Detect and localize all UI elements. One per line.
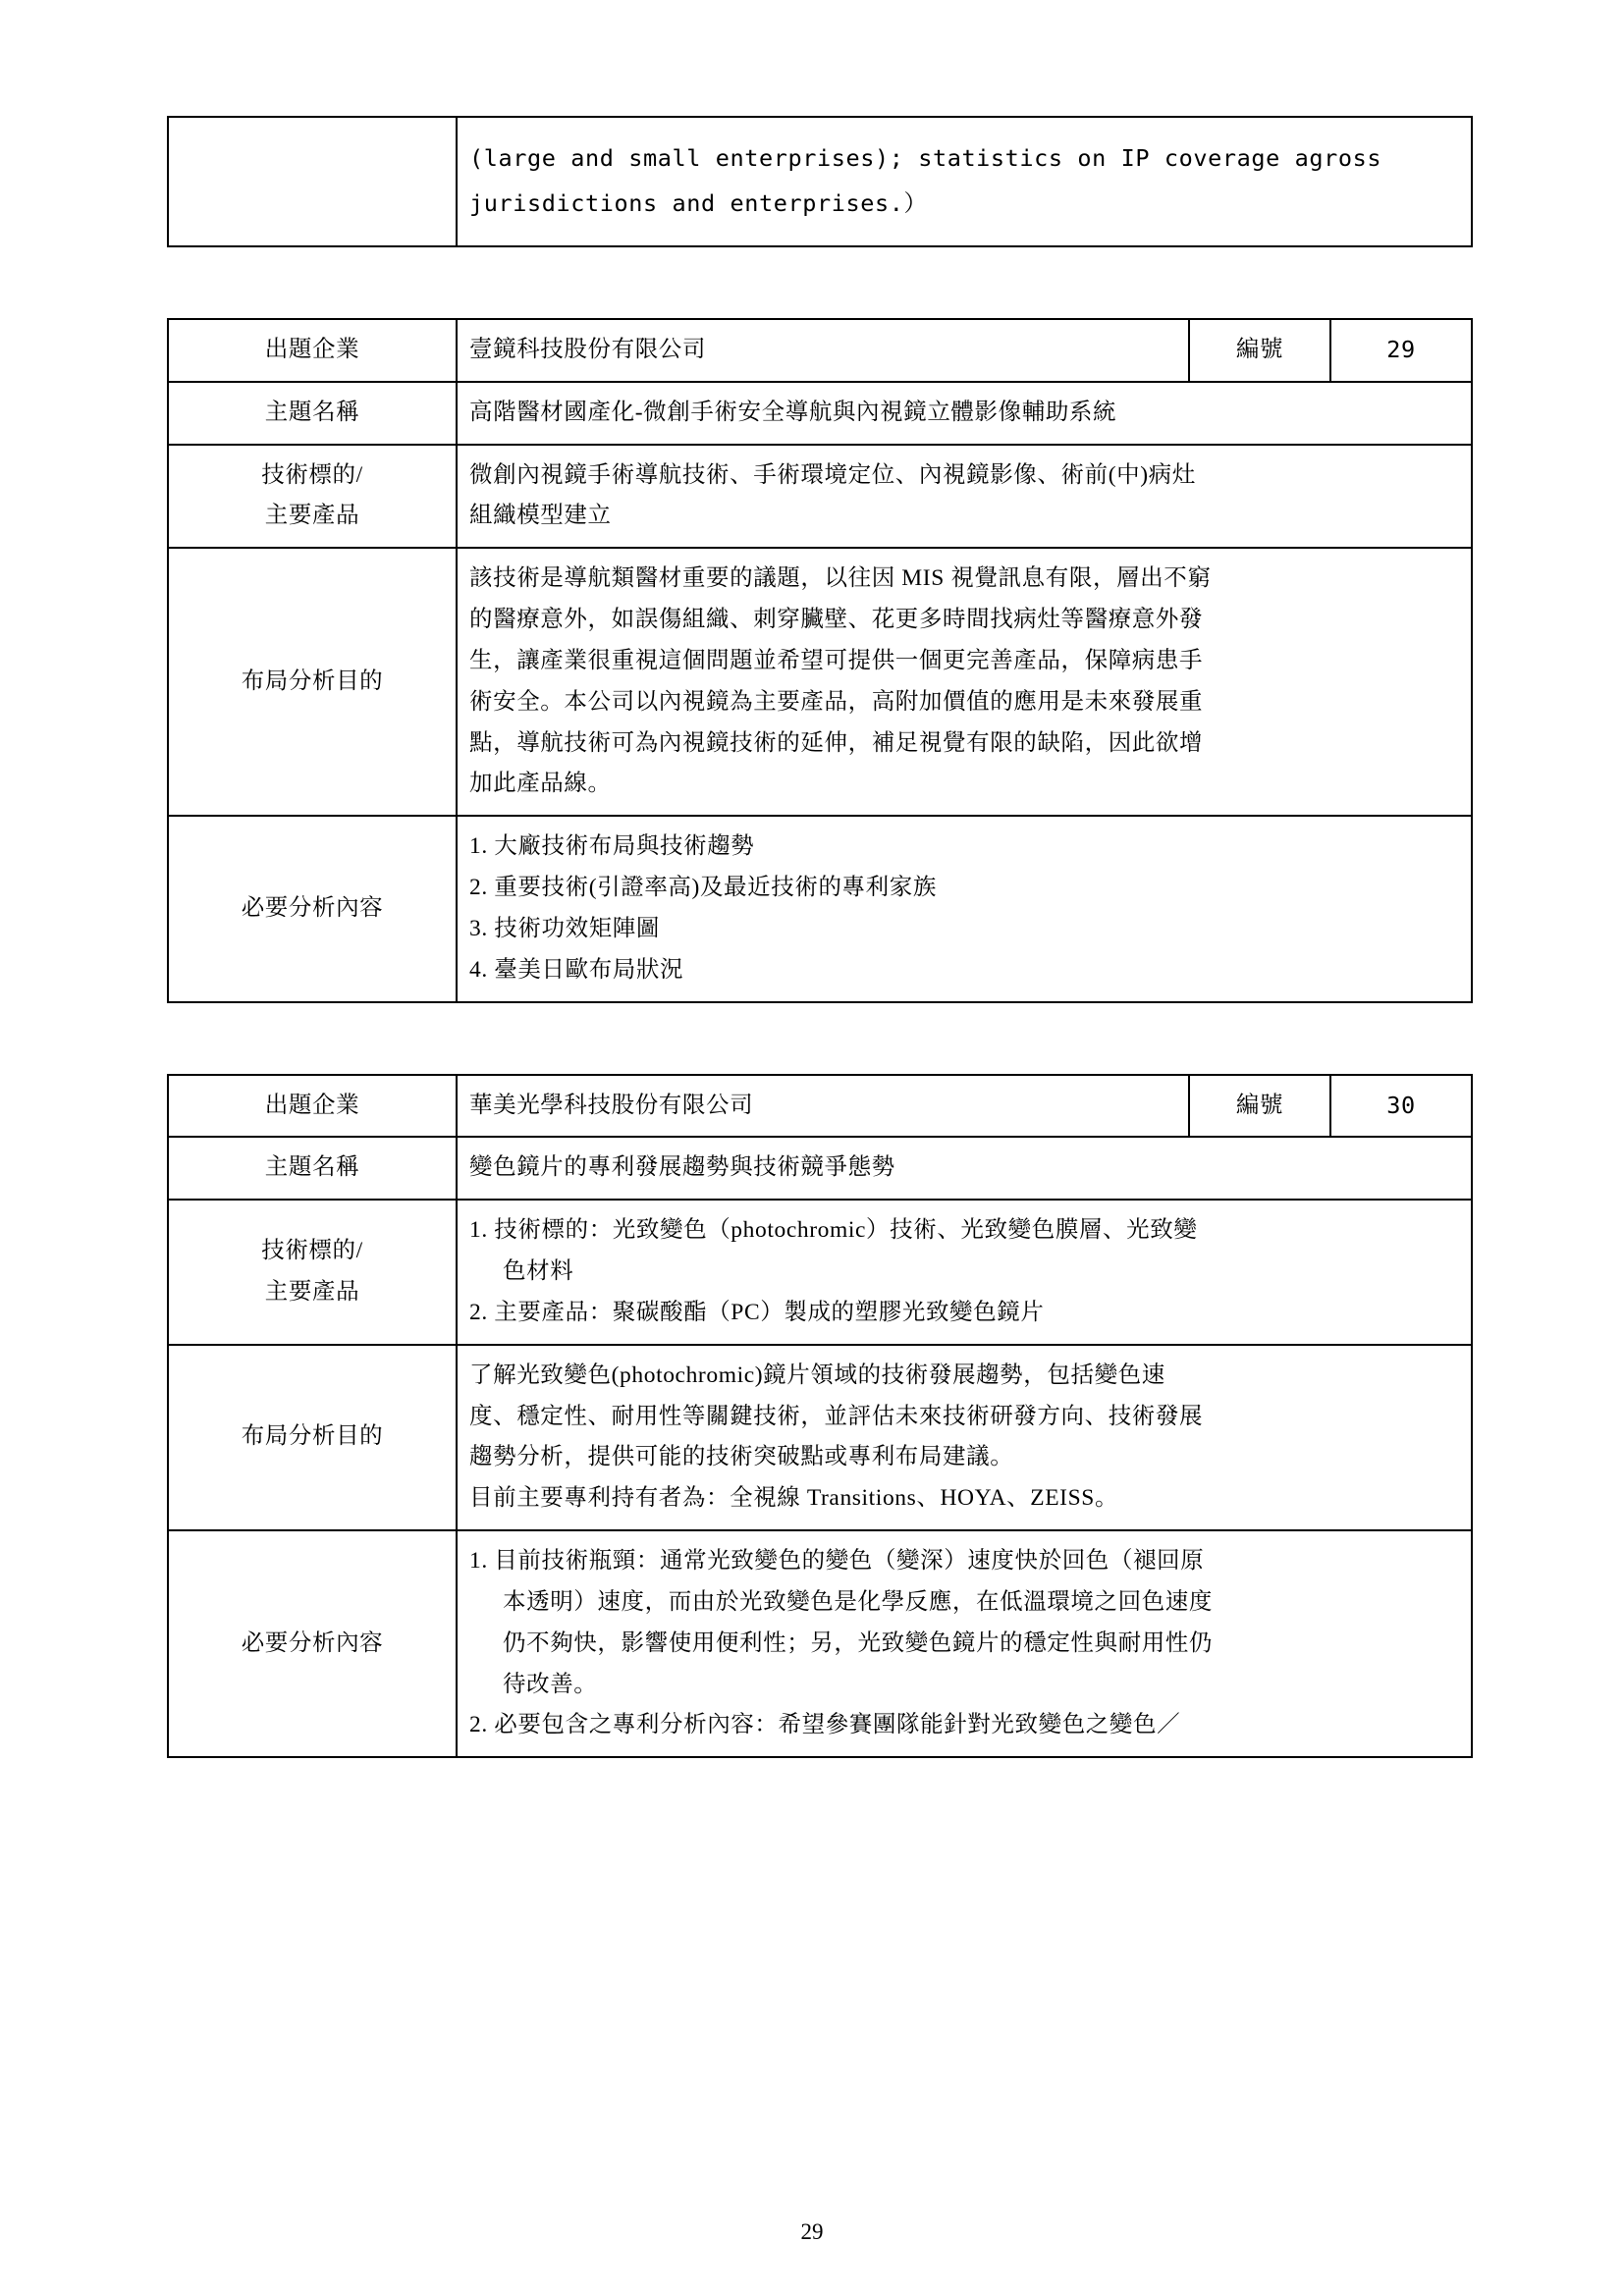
empty-label-cell [168,117,457,246]
purpose-line: 目前主要專利持有者為：全視線 Transitions、HOYA、ZEISS。 [469,1485,1119,1512]
number-label: 編號 [1189,319,1330,382]
required-value [457,1530,1472,1757]
table-30 [167,1074,1473,1759]
table-row [168,816,1472,1001]
required-line: 本透明）速度，而由於光致變色是化學反應，在低溫環境之回色速度 [503,1588,1213,1615]
table-row [168,319,1472,382]
company-value: 壹鏡科技股份有限公司 [457,319,1189,382]
number-value: 30 [1330,1075,1472,1138]
table-row [168,1137,1472,1200]
tech-line: 色材料 [503,1258,574,1285]
company-label: 出題企業 [168,1075,457,1138]
spacer [167,247,1477,318]
purpose-line: 術安全。本公司以內視鏡為主要產品，高附加價值的應用是未來發展重 [469,688,1204,715]
purpose-line: 點，導航技術可為內視鏡技術的延伸，補足視覺有限的缺陷，因此欲增 [469,729,1204,756]
purpose-value [457,1345,1472,1530]
required-line: 仍不夠快，影響使用便利性；另，光致變色鏡片的穩定性與耐用性仍 [503,1629,1213,1656]
company-value: 華美光學科技股份有限公司 [457,1075,1189,1138]
table-29 [167,318,1473,1003]
tech-label-line-1: 技術標的/ [261,461,363,488]
company-label: 出題企業 [168,319,457,382]
continued-line-2: jurisdictions and enterprises.） [469,189,928,217]
purpose-label: 布局分析目的 [168,1345,457,1530]
continued-text-cell [457,117,1472,246]
tech-value-line-2: 組織模型建立 [469,503,612,529]
continued-line-1: (large and small enterprises); statistics on IP coverage agross [469,144,1382,173]
topic-label: 主題名稱 [168,382,457,445]
purpose-label: 布局分析目的 [168,548,457,816]
purpose-line: 該技術是導航類醫材重要的議題，以往因 MIS 視覺訊息有限，層出不窮 [469,565,1212,592]
tech-line: 2. 主要產品：聚碳酸酯（PC）製成的塑膠光致變色鏡片 [469,1299,1045,1325]
table-row [168,1075,1472,1138]
topic-value: 高階醫材國產化-微創手術安全導航與內視鏡立體影像輔助系統 [457,382,1472,445]
page-number: 29 [800,2219,824,2244]
continued-table [167,116,1473,247]
purpose-line: 的醫療意外，如誤傷組織、刺穿臟壁、花更多時間找病灶等醫療意外發 [469,607,1204,633]
list-item: 3. 技術功效矩陣圖 [469,915,660,941]
purpose-line: 加此產品線。 [469,771,612,797]
required-line: 待改善。 [503,1671,598,1697]
required-label: 必要分析內容 [168,1530,457,1757]
list-item: 2. 重要技術(引證率高)及最近技術的專利家族 [469,875,937,901]
list-item: 1. 大廠技術布局與技術趨勢 [469,833,755,860]
table-row [168,445,1472,549]
tech-label [168,445,457,549]
table-row [168,548,1472,816]
tech-value [457,1200,1472,1344]
required-line: 2. 必要包含之專利分析內容：希望參賽團隊能針對光致變色之變色／ [469,1712,1181,1738]
tech-value [457,445,1472,549]
tech-value-line-1: 微創內視鏡手術導航技術、手術環境定位、內視鏡影像、術前(中)病灶 [469,461,1196,488]
topic-label: 主題名稱 [168,1137,457,1200]
purpose-line: 趨勢分析，提供可能的技術突破點或專利布局建議。 [469,1444,1014,1470]
required-value [457,816,1472,1001]
purpose-value [457,548,1472,816]
table-row [168,1345,1472,1530]
tech-label-line-1: 技術標的/ [261,1238,363,1264]
required-line: 1. 目前技術瓶頸：通常光致變色的變色（變深）速度快於回色（褪回原 [469,1548,1205,1575]
tech-label [168,1200,457,1344]
tech-label-line-2: 主要產品 [264,503,360,529]
number-label: 編號 [1189,1075,1330,1138]
purpose-line: 度、穩定性、耐用性等關鍵技術，並評估未來技術研發方向、技術發展 [469,1403,1204,1429]
number-value: 29 [1330,319,1472,382]
table-row [168,1530,1472,1757]
list-item: 4. 臺美日歐布局狀況 [469,956,684,983]
required-label: 必要分析內容 [168,816,457,1001]
purpose-line: 生，讓產業很重視這個問題並希望可提供一個更完善產品，保障病患手 [469,647,1204,673]
spacer [167,1003,1477,1074]
purpose-line: 了解光致變色(photochromic)鏡片領域的技術發展趨勢，包括變色速 [469,1362,1165,1388]
table-row [168,1200,1472,1344]
tech-label-line-2: 主要產品 [264,1278,360,1305]
table-row [168,382,1472,445]
tech-line: 1. 技術標的：光致變色（photochromic）技術、光致變色膜層、光致變 [469,1217,1198,1244]
table-row [168,117,1472,246]
topic-value: 變色鏡片的專利發展趨勢與技術競爭態勢 [457,1137,1472,1200]
